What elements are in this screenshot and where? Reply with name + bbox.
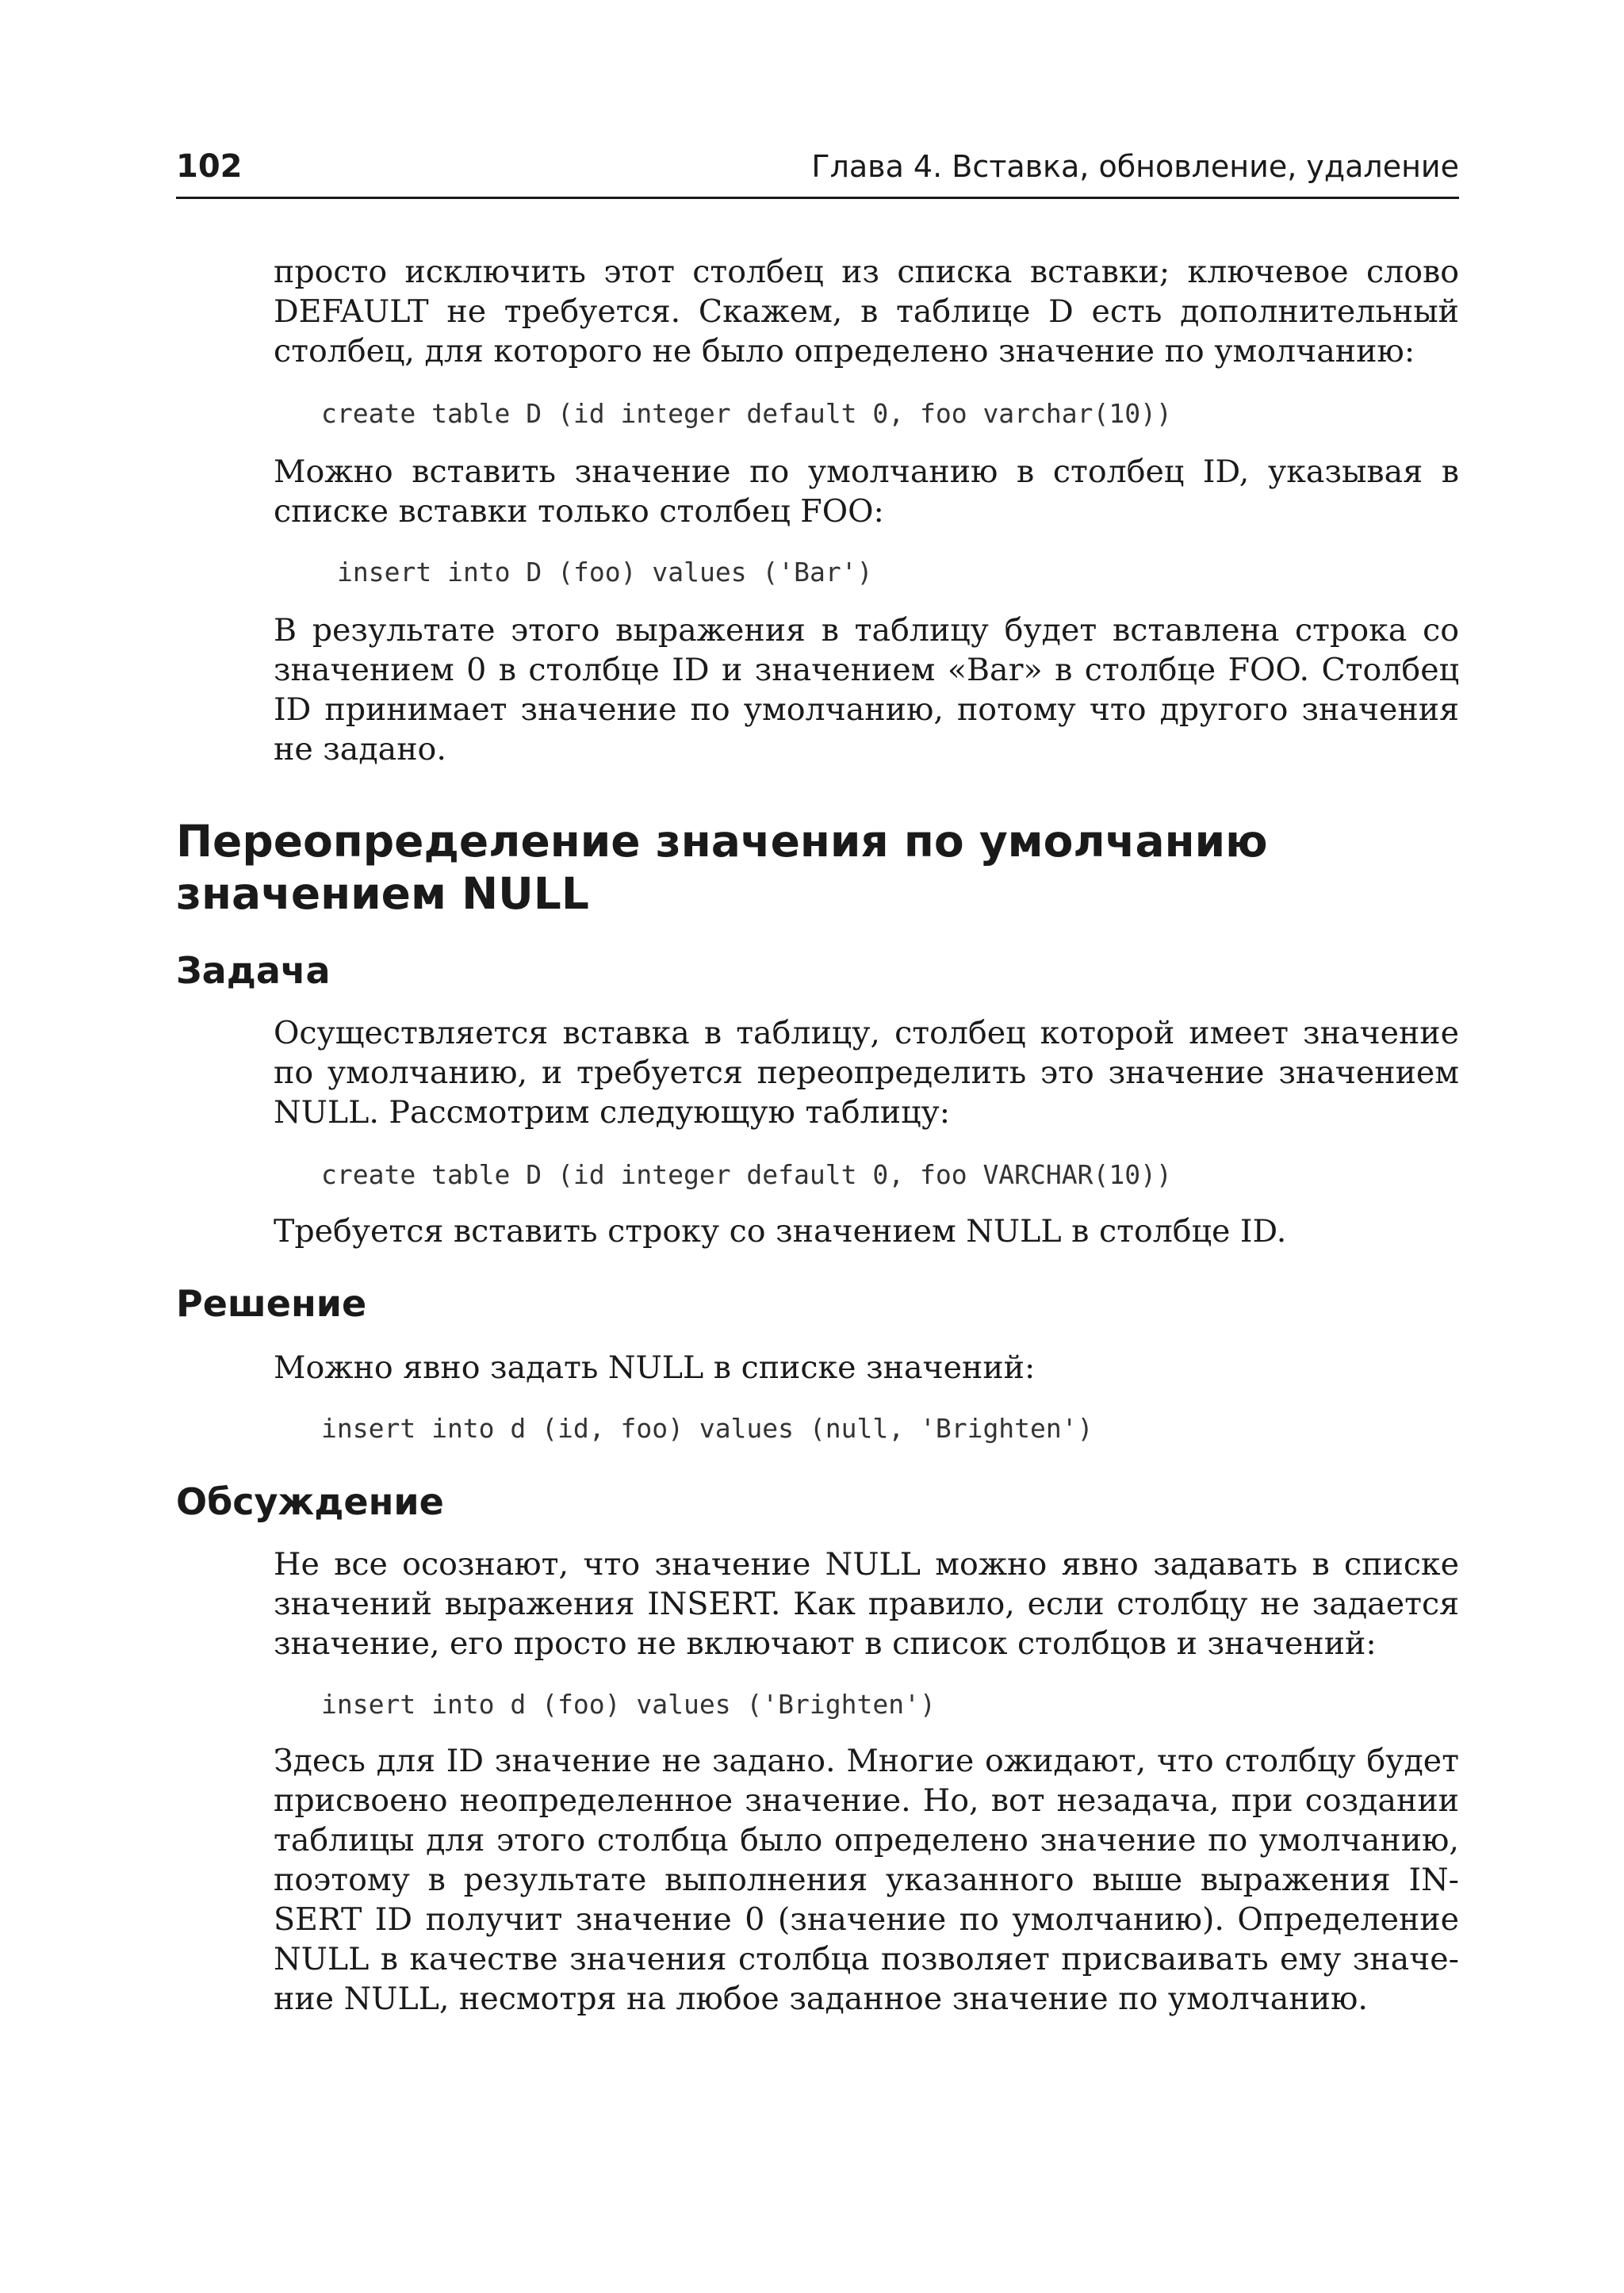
paragraph-discussion: Не все осознают, что значение NULL можно явно задавать в списке значений выражения INSERT. Как правило, если столбцу не задается значение, его просто не включают в список столбцов и значений:: [274, 1546, 1459, 1662]
code-insert-bar: insert into D (foo) values ('Bar'): [337, 557, 873, 588]
heading-solution: Решение: [176, 1282, 367, 1325]
paragraph-task: Осуществляется вставка в таблицу, столбец которой имеет значение по умолчанию, и требуется переопределить это значение значением NULL. Рассмотрим следующую таблицу:: [274, 1015, 1459, 1131]
chapter-title: Глава 4. Вставка, обновление, удаление: [811, 149, 1459, 184]
paragraph-intro: просто исключить этот столбец из списка вставки; ключевое слово DEFAULT не требуется. Скажем, в таблице D есть дополнительный столбец, для которого не было определено значение по умолчанию:: [274, 254, 1459, 369]
heading-task: Задача: [176, 949, 331, 992]
heading-discussion: Обсуждение: [176, 1480, 444, 1523]
code-insert-null: insert into d (id, foo) values (null, 'Brighten'): [321, 1413, 1094, 1444]
paragraph-solution: Можно явно задать NULL в списке значений:: [274, 1349, 1036, 1386]
code-create-table-1: create table D (id integer default 0, foo varchar(10)): [321, 398, 1172, 429]
paragraph-default-insert: Можно вставить значение по умолчанию в столбец ID, указывая в списке вставки только столбец FOO:: [274, 454, 1459, 530]
paragraph-result: В результате этого выражения в таблицу будет вставлена строка со значением 0 в столбце ID и значением «Bar» в столбце FOO. Столбец ID принимает значение по умолчанию, потому что другого значения не задано.: [274, 612, 1459, 768]
running-header: [176, 147, 1459, 199]
page-number: 102: [176, 148, 243, 185]
code-insert-foo: insert into d (foo) values ('Brighten'): [321, 1689, 936, 1720]
paragraph-explanation: Здесь для ID значение не задано. Многие ожидают, что столбцу будет присвоено неопределенное значение. Но, вот незадача, при создании таблицы для этого столбца было определено значение по умолчанию, поэтому в результате выполнения указанного выше выражения INSERT ID получит значение 0 (значение по умолчанию). Определение NULL в качестве значения столбца позволяет присваивать ему значение NULL, несмотря на любое заданное значение по умолчанию.: [274, 1743, 1459, 2017]
section-title: Переопределение значения по умолчанию значением NULL: [176, 816, 1268, 919]
code-create-table-2: create table D (id integer default 0, foo VARCHAR(10)): [321, 1159, 1172, 1190]
paragraph-requirement: Требуется вставить строку со значением NULL в столбце ID.: [274, 1213, 1287, 1250]
